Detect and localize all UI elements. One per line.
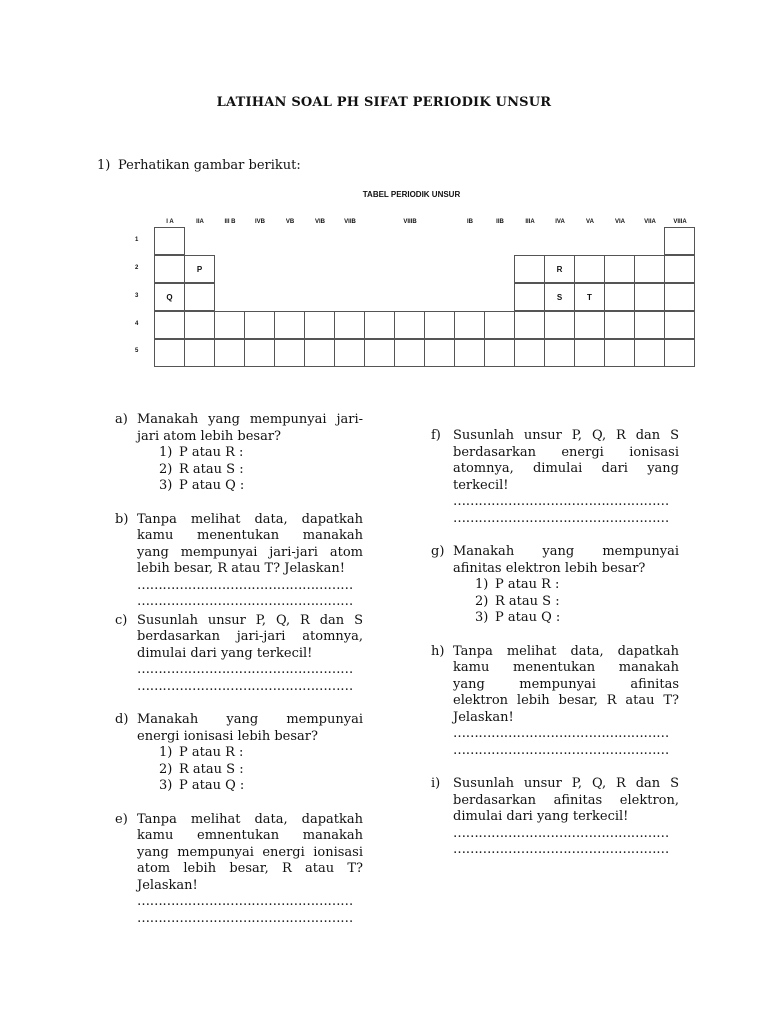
table-cell [184,283,215,311]
table-cell [604,339,635,367]
question-label: a) [115,412,128,427]
answer-line[interactable]: …………………………………………… [137,678,353,694]
table-cell [184,339,215,367]
question-text-line: Manakah yang mempunyai [137,712,363,727]
periodic-table-title: TABEL PERIODIK UNSUR [362,190,461,199]
answer-line[interactable]: …………………………………………… [137,594,353,609]
table-cell [274,339,305,367]
group-label: IIB [496,219,504,225]
answer-line[interactable]: …………………………………………… [453,494,669,509]
group-label: IVA [555,219,565,225]
question-1 [97,158,301,173]
table-cell [574,255,605,283]
table-cell [514,283,545,311]
period-label: 2 [135,265,139,271]
table-cell [604,255,635,283]
group-label: VIIA [644,219,656,225]
table-cell [634,311,665,339]
page-title: LATIHAN SOAL PH SIFAT PERIODIK UNSUR [216,95,552,110]
question-1-text: Perhatikan gambar berikut: [118,158,301,173]
question-text-line: Jelaskan! [137,877,198,893]
period-label: 3 [135,293,139,299]
question-text-line: atomnya, dimulai dari yang [453,461,679,476]
group-label: VIB [314,219,325,225]
question-text-line: Jelaskan! [453,709,514,725]
question-text-line: dimulai dari yang terkecil! [453,809,629,824]
option-item: 2) R atau S : [159,761,244,777]
table-cell [214,311,245,339]
question-label: b) [115,511,129,527]
group-label: IB [467,219,473,225]
element-cell-q: Q [154,283,185,311]
question-g [431,544,679,627]
table-cell [304,311,335,339]
table-cell [484,311,515,339]
question-label: h) [431,643,445,659]
table-cell [214,339,245,367]
question-text-line: afinitas elektron lebih besar? [453,560,646,576]
question-c [115,613,363,696]
period-label: 4 [135,321,139,327]
question-text-line: lebih besar, R atau T? Jelaskan! [137,561,345,576]
element-cell-s: S [544,283,575,311]
group-label: IVB [254,219,265,225]
question-f [431,428,679,527]
answer-line[interactable]: …………………………………………… [137,577,353,593]
question-text-line: berdasarkan afinitas elektron, [453,792,679,808]
table-cell [244,311,275,339]
question-text-line: Tanpa melihat data, dapatkah [137,511,363,527]
table-cell [634,255,665,283]
question-d [115,712,363,795]
option-item: 3) P atau Q : [159,478,245,493]
group-label: VIIIA [673,219,687,225]
table-cell [304,339,335,367]
option-item: 2) R atau S : [159,461,244,477]
answer-line[interactable]: …………………………………………… [453,510,669,526]
table-cell [154,227,185,255]
option-item: 2) R atau S : [475,593,560,609]
question-label: c) [115,612,128,628]
table-cell [424,311,455,339]
question-text-line: Manakah yang mempunyai [453,544,679,559]
question-text-line: kamu menentukan manakah [453,660,679,675]
question-1-number: 1) [97,158,111,173]
question-a [115,412,363,495]
option-list [137,745,363,795]
table-cell [664,311,695,339]
table-cell [424,339,455,367]
table-cell [664,339,695,367]
question-text-line: yang mempunyai jari-jari atom [137,544,363,560]
question-text-line: Susunlah unsur P, Q, R dan S [453,776,679,791]
periodic-table-figure [120,173,703,373]
question-text-line: Susunlah unsur P, Q, R dan S [137,612,363,628]
answer-line[interactable]: …………………………………………… [137,910,353,926]
question-label: f) [431,428,441,443]
question-b [115,512,363,611]
table-cell [664,227,695,255]
table-cell [334,311,365,339]
table-cell [274,311,305,339]
right-column [431,428,679,876]
table-cell [544,311,575,339]
question-text-line: kamu emnentukan manakah [137,828,363,843]
option-item: 1) P atau R : [475,577,560,592]
question-text-line: dimulai dari yang terkecil! [137,645,313,661]
question-text-line: Tanpa melihat data, dapatkah [453,643,679,659]
table-cell [364,311,395,339]
question-text-line: yang mempunyai afinitas [453,676,679,692]
group-label: VA [586,219,594,225]
option-list [137,445,363,495]
question-text-line: yang mempunyai energi ionisasi [137,844,363,860]
answer-line[interactable]: …………………………………………… [137,894,353,909]
table-cell [544,339,575,367]
element-cell-p: P [184,255,215,283]
period-label: 5 [135,348,139,354]
table-cell [664,255,695,283]
option-item: 3) P atau Q : [159,778,245,793]
question-h [431,644,679,760]
option-item: 1) P atau R : [159,745,244,760]
table-cell [184,311,215,339]
question-text-line: berdasarkan jari-jari atomnya, [137,629,363,644]
group-label: IIA [196,219,204,225]
left-column [115,412,363,944]
table-cell [514,311,545,339]
table-cell [364,339,395,367]
option-list [453,577,679,627]
table-cell [394,311,425,339]
element-cell-r: R [544,255,575,283]
table-cell [604,311,635,339]
question-e [115,812,363,928]
table-cell [154,255,185,283]
question-text-line: Manakah yang mempunyai jari- [137,412,363,427]
table-cell [394,339,425,367]
answer-line[interactable]: …………………………………………… [137,662,353,677]
table-cell [574,339,605,367]
question-text-line: atom lebih besar, R atau T? [137,861,363,876]
table-cell [484,339,515,367]
question-label: d) [115,712,129,727]
question-text-line: energi ionisasi lebih besar? [137,728,318,744]
group-label: VIIIB [403,219,417,225]
group-label: I A [166,219,174,225]
element-cell-t: T [574,283,605,311]
table-cell [334,339,365,367]
table-cell [154,339,185,367]
table-cell [454,311,485,339]
table-cell [604,283,635,311]
question-label: i) [431,776,441,791]
question-text-line: kamu menentukan manakah [137,528,363,543]
table-cell [634,339,665,367]
question-text-line: berdasarkan energi ionisasi [453,444,679,460]
group-label: VIA [614,219,625,225]
question-text-line: elektron lebih besar, R atau T? [453,693,679,708]
group-label: VIIB [344,219,356,225]
question-i [431,776,679,859]
question-label: g) [431,544,445,559]
table-cell [634,283,665,311]
group-label: III B [224,219,236,225]
table-cell [574,311,605,339]
table-cell [244,339,275,367]
group-label: IIIA [525,219,535,225]
table-cell [514,339,545,367]
table-cell [454,339,485,367]
group-label: VB [285,219,295,225]
answer-line[interactable]: …………………………………………… [453,825,669,841]
question-text-line: Susunlah unsur P, Q, R dan S [453,428,679,443]
question-text-line: Tanpa melihat data, dapatkah [137,811,363,827]
table-cell [154,311,185,339]
answer-line[interactable]: …………………………………………… [453,742,669,758]
answer-line[interactable]: …………………………………………… [453,842,669,857]
table-cell [514,255,545,283]
question-label: e) [115,811,128,827]
option-item: 3) P atau Q : [475,610,561,625]
period-label: 1 [135,237,139,243]
option-item: 1) P atau R : [159,445,244,460]
answer-line[interactable]: …………………………………………… [453,726,669,741]
question-text-line: terkecil! [453,477,509,493]
table-cell [664,283,695,311]
question-text-line: jari atom lebih besar? [137,428,282,444]
